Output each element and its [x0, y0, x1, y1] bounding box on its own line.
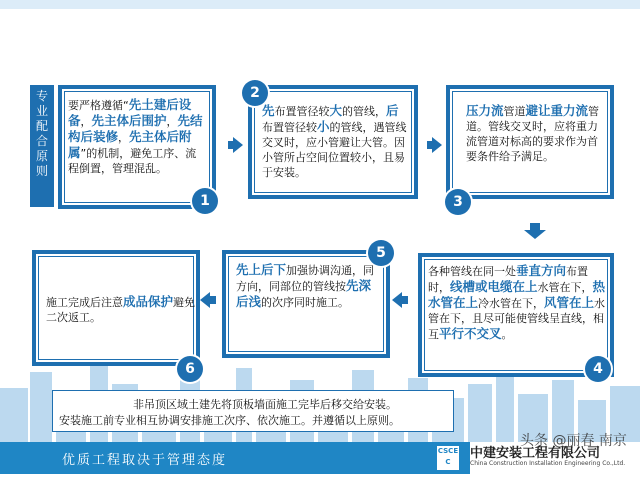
highlight-text: 平行不交叉	[439, 326, 502, 341]
step-badge-2: 2	[242, 80, 268, 106]
logo-text-top: CSCE	[437, 447, 459, 455]
footer-band	[0, 442, 470, 474]
highlight-text: 风管在上	[544, 295, 595, 310]
top-bar	[0, 0, 640, 9]
card-2-text	[262, 103, 408, 180]
principle-card-1	[58, 85, 216, 209]
footer-slogan: 优质工程取决于管理态度	[62, 453, 228, 468]
body-text: 的管线，	[342, 105, 387, 118]
highlight-text: 先结构后装修	[68, 113, 203, 144]
highlight-text: 垂直方向	[516, 263, 567, 278]
highlight-text: 后	[386, 103, 399, 118]
principle-card-2	[248, 85, 418, 199]
step-badge-5: 5	[368, 240, 394, 266]
principle-label	[30, 85, 54, 207]
body-text: 要严格遵循“	[68, 99, 129, 112]
card-5-text	[236, 262, 382, 310]
step-badge-1: 1	[192, 188, 218, 214]
highlight-text: 大	[329, 103, 343, 118]
principle-label-char: 原	[35, 149, 48, 163]
highlight-text: 先主体后附属	[68, 129, 192, 160]
highlight-text: 先主体后围护	[91, 113, 167, 128]
principle-card-6	[32, 250, 200, 366]
step-badge-3: 3	[445, 189, 471, 215]
body-text: 管道。管线交叉时，应将重力流管道对标高的要求作为首要条件给予满足。	[466, 105, 600, 163]
company-name-cn: 中建安装工程有限公司	[470, 446, 601, 461]
body-text: ，	[80, 115, 92, 128]
body-text: 冷水管在下，	[478, 297, 545, 310]
step-badge-6: 6	[177, 356, 203, 382]
body-text: 布置管径较	[274, 105, 330, 118]
card-1-text	[68, 97, 206, 176]
principle-label-char: 配	[35, 119, 48, 133]
principle-label-char: 合	[35, 134, 48, 148]
principle-label-char: 专	[35, 89, 48, 103]
highlight-text: 先土建后设备	[68, 97, 192, 128]
note-line-1: 非吊顶区域土建先将顶板墙面施工完毕后移交给安装。	[133, 398, 397, 411]
highlight-text: 小	[317, 119, 330, 134]
body-text: 的次序同时施工。	[261, 296, 350, 309]
card-4-text	[428, 263, 608, 342]
principle-card-3	[446, 85, 614, 199]
body-text: 布置时，	[428, 265, 589, 294]
body-text: 避免二次返工。	[46, 296, 196, 324]
body-text: 施工完成后注意	[46, 296, 123, 309]
body-text: ，	[166, 115, 178, 128]
logo-text-bottom: C	[445, 458, 451, 466]
highlight-text: 先	[262, 103, 275, 118]
body-text: 水管在下，且尽可能使管线呈直线，相互	[428, 297, 606, 341]
highlight-text: 避让重力流	[525, 103, 589, 118]
card-3-text	[466, 103, 604, 164]
principle-label-char: 则	[35, 164, 48, 178]
body-text: 的管线，遇管线交叉时，应小管避让大管。因小管所占空间位置较小，且易于安装。	[262, 121, 407, 179]
flow-arrow-right-icon	[432, 137, 442, 153]
highlight-text: 先上后下	[236, 262, 287, 277]
body-text: 各种管线在同一处	[428, 265, 516, 278]
highlight-text: 线槽或电缆在上	[450, 279, 538, 294]
flow-arrow-left-icon	[200, 292, 210, 308]
body-text: 加强协调沟通，同方向，同部位的管线按	[236, 264, 375, 293]
step-badge-4: 4	[585, 356, 611, 382]
note-line-2: 安装施工前专业相互协调安排施工次序、依次施工。并遵循以上原则。	[59, 414, 400, 427]
flow-arrow-left-icon	[392, 292, 402, 308]
highlight-text: 先深后浅	[236, 278, 372, 309]
company-logo-icon	[436, 445, 460, 471]
body-text: ，	[118, 131, 130, 144]
company-name-en: China Construction Installation Engineering Co.,Ltd.	[470, 460, 626, 467]
card-6-text	[46, 294, 196, 325]
note-box	[52, 390, 454, 432]
highlight-text: 热水管在上	[428, 279, 606, 310]
highlight-text: 压力流	[466, 103, 504, 118]
body-text: 布置管径较	[262, 121, 317, 134]
body-text: ”的机制，避免工序、流程倒置，管理混乱。	[68, 147, 197, 175]
body-text: 水管在下，	[537, 281, 593, 294]
flow-arrow-down-icon	[524, 230, 546, 239]
principle-card-5	[222, 250, 390, 358]
body-text: 管道	[503, 105, 526, 118]
principle-card-4	[418, 253, 614, 377]
flow-arrow-right-icon	[233, 137, 243, 153]
watermark: 头条 @丽春 南京	[520, 433, 627, 449]
principle-label-char: 业	[35, 104, 48, 118]
highlight-text: 成品保护	[123, 294, 174, 309]
body-text: 。	[501, 328, 513, 341]
